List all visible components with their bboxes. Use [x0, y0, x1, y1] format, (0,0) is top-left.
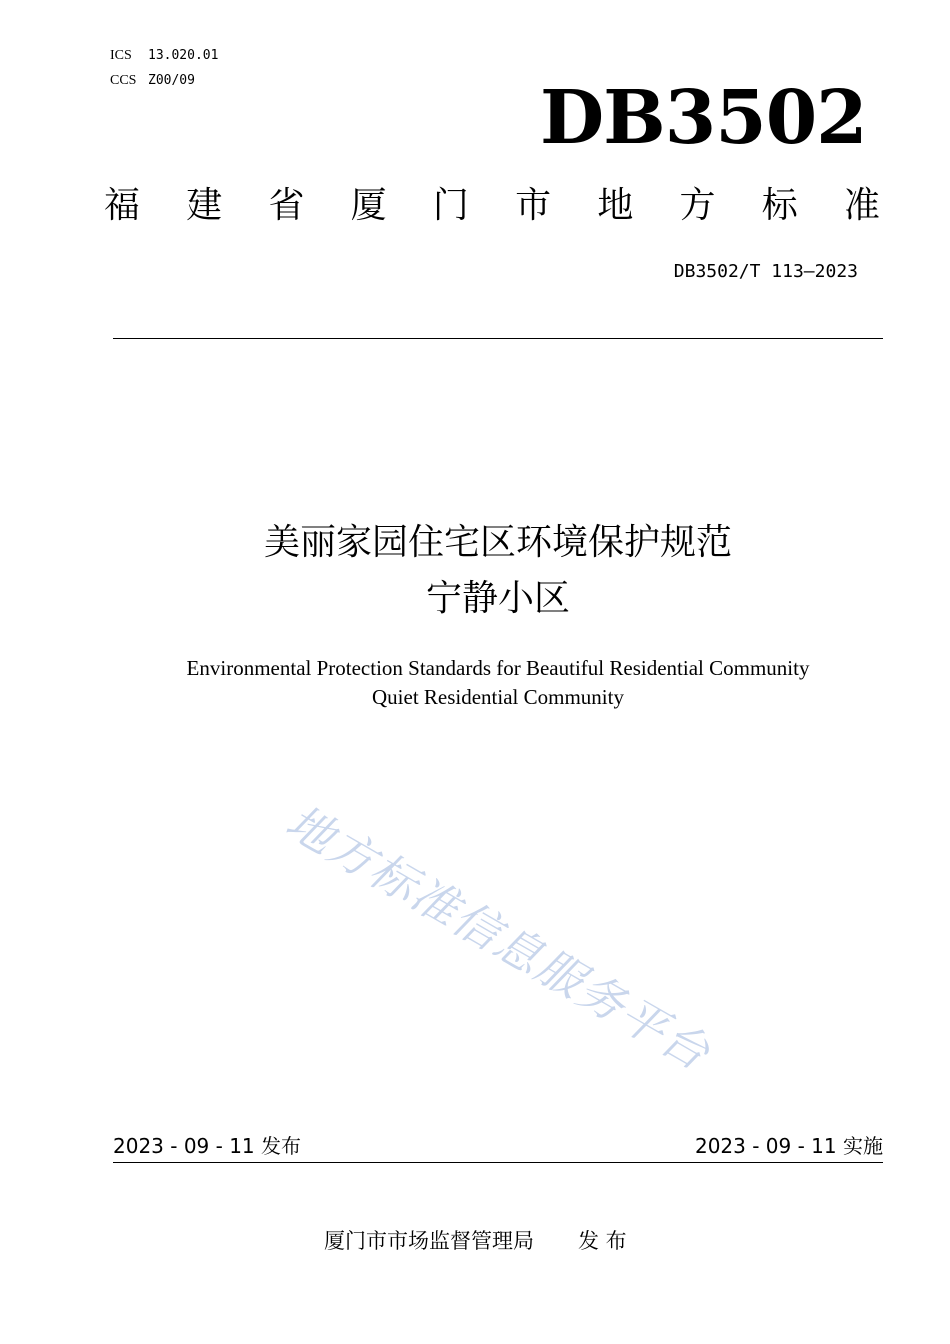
standard-logo: DB3502	[540, 75, 867, 161]
issuer-action: 发 布	[578, 1229, 627, 1253]
standard-type-char: 标	[761, 185, 798, 226]
watermark: 地方标准信息服务平台	[277, 794, 720, 1081]
document-title-cn: 美丽家园住宅区环境保护规范	[263, 522, 732, 563]
document-title-en: Environmental Protection Standards for Beautiful Residential Community	[186, 656, 810, 680]
standard-type-char: 方	[679, 185, 716, 226]
standard-type-char: 门	[432, 185, 469, 226]
standard-type-char: 省	[268, 185, 305, 226]
standard-type-title	[104, 184, 880, 228]
implementation-date: 2023 - 09 - 11 实施	[694, 1134, 883, 1158]
ccs-value: Z00/09	[148, 73, 195, 88]
issue-date: 2023 - 09 - 11 发布	[113, 1134, 302, 1158]
standard-type-char: 地	[597, 185, 634, 226]
ccs-code	[110, 71, 195, 90]
ccs-label: CCS	[110, 73, 137, 88]
ics-label: ICS	[110, 48, 132, 63]
standard-type-char: 建	[186, 185, 223, 226]
issuer	[324, 1227, 627, 1255]
standard-type-char: 福	[104, 185, 141, 226]
standard-number: DB3502/T 113—2023	[673, 261, 858, 282]
header-divider	[113, 338, 883, 339]
standard-type-char: 厦	[350, 185, 387, 226]
document-subtitle-cn: 宁静小区	[425, 578, 570, 619]
document-subtitle-en: Quiet Residential Community	[372, 685, 624, 709]
footer-divider	[113, 1162, 883, 1163]
issuer-name: 厦门市市场监督管理局	[324, 1229, 534, 1253]
standard-type-char: 准	[843, 185, 880, 226]
ics-value: 13.020.01	[148, 48, 219, 63]
standard-type-char: 市	[515, 185, 552, 226]
ics-code	[110, 46, 218, 65]
